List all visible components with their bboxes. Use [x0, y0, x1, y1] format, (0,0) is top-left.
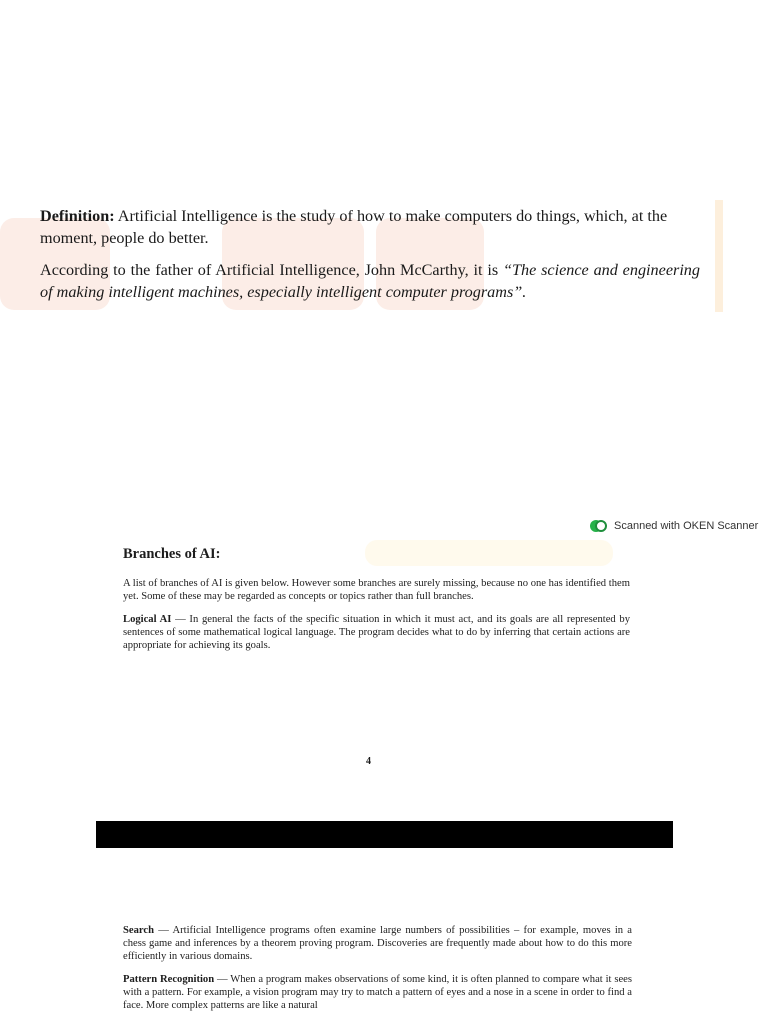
scanner-badge-text: Scanned with OKEN Scanner [614, 520, 759, 532]
logical-ai-text: — In general the facts of the specific situation in which it must act, and its goals are all represented by sentences of some mathematical logical language. The program decides what to do by inferring that certain actions are appropriate for achieving its goals. [123, 614, 630, 651]
branches-section [120, 548, 630, 662]
search-text: — Artificial Intelligence programs often examine large numbers of possibilities – for example, moves in a chess game and inferences by a theorem proving program. Discoveries are frequently made about how to do this more efficiently in various domains. [123, 925, 632, 962]
watermark-stripe [715, 200, 723, 312]
logical-ai-paragraph [123, 613, 630, 652]
search-label: Search [123, 925, 154, 936]
definition-label: Definition: [40, 207, 115, 225]
scanned-page-top [0, 0, 768, 320]
scanner-badge [590, 517, 758, 535]
mccarthy-intro: According to the father of Artificial Intelligence, John McCarthy, it is [40, 261, 503, 279]
mccarthy-quote: “The science and engineering of making intelligent machines, especially intelligent computer programs”. [40, 261, 700, 301]
branches-heading: Branches of AI: [123, 546, 221, 562]
branches-intro: A list of branches of AI is given below. However some branches are surely missing, because no one has identified them yet. Some of these may be regarded as concepts or topics rather than full branches. [123, 578, 630, 602]
pattern-recognition-paragraph [123, 973, 632, 1012]
search-pattern-section [120, 924, 632, 1022]
definition-section [40, 205, 700, 313]
pattern-recognition-label: Pattern Recognition [123, 974, 215, 985]
definition-text: Artificial Intelligence is the study of how to make computers do things, which, at the moment, people do better. [40, 207, 668, 247]
mccarthy-paragraph [40, 259, 700, 303]
oken-scanner-icon [590, 519, 608, 533]
pattern-recognition-text: — When a program makes observations of some kind, it is often planned to compare what it sees with a pattern. For example, a vision program may try to match a pattern of eyes and a nose in a scene in order to find a face. More complex patterns are like a natural [123, 974, 632, 1011]
logical-ai-label: Logical AI [123, 614, 172, 625]
definition-paragraph [40, 205, 700, 249]
redaction-bar [96, 821, 673, 848]
search-paragraph [123, 924, 632, 963]
page-number: 4 [366, 756, 371, 767]
